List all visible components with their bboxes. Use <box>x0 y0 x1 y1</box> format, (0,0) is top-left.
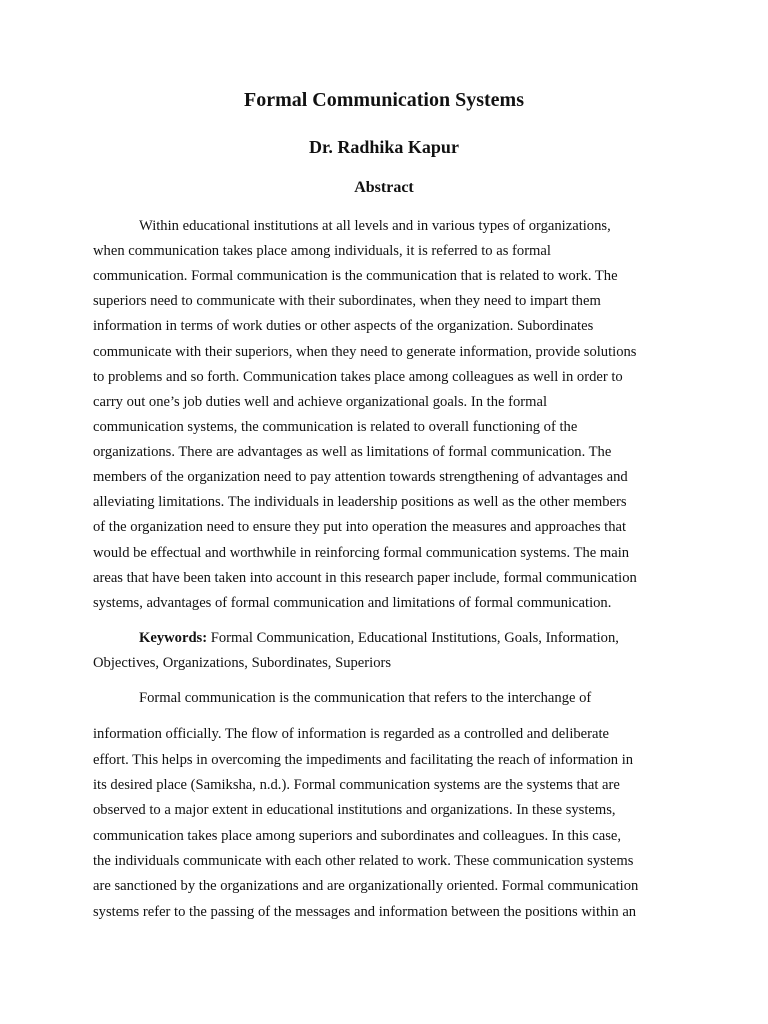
body-line: are sanctioned by the organizations and are organizationally oriented. Formal communication <box>93 878 639 894</box>
keywords-label: Keywords: <box>139 630 208 646</box>
abstract-line: alleviating limitations. The individuals in leadership positions as well as the other members <box>93 494 627 510</box>
paper-title: Formal Communication Systems <box>244 89 524 111</box>
body-line: communication takes place among superiors and subordinates and colleagues. In this case, <box>93 828 622 844</box>
abstract-line: communication. Formal communication is the communication that is related to work. The <box>93 268 618 284</box>
body-line: effort. This helps in overcoming the impediments and facilitating the reach of information in <box>93 752 634 768</box>
abstract-line: Within educational institutions at all levels and in various types of organizations, <box>139 218 611 234</box>
author-name: Dr. Radhika Kapur <box>309 137 459 157</box>
abstract-line: areas that have been taken into account in this research paper include, formal communication <box>93 570 637 586</box>
abstract-line: members of the organization need to pay attention towards strengthening of advantages and <box>93 469 628 485</box>
body-line: Formal communication is the communication that refers to the interchange of <box>139 690 592 706</box>
abstract-line: superiors need to communicate with their subordinates, when they need to impart them <box>93 293 601 309</box>
keywords-line <box>139 628 619 648</box>
abstract-line: when communication takes place among individuals, it is referred to as formal <box>93 243 551 259</box>
abstract-line: carry out one’s job duties well and achieve organizational goals. In the formal <box>93 394 548 410</box>
keywords-text: Formal Communication, Educational Institutions, Goals, Information, <box>207 630 619 646</box>
abstract-line: to problems and so forth. Communication takes place among colleagues as well in order to <box>93 369 623 385</box>
body-line: systems refer to the passing of the messages and information between the positions within an <box>93 904 637 920</box>
abstract-line: would be effectual and worthwhile in reinforcing formal communication systems. The main <box>93 545 630 561</box>
body-line: observed to a major extent in educational institutions and organizations. In these systems, <box>93 802 616 818</box>
body-line: its desired place (Samiksha, n.d.). Formal communication systems are the systems that are <box>93 777 620 793</box>
abstract-line: communicate with their superiors, when they need to generate information, provide solutions <box>93 344 637 360</box>
abstract-line: of the organization need to ensure they put into operation the measures and approaches that <box>93 519 627 535</box>
body-line: information officially. The flow of information is regarded as a controlled and deliberate <box>93 726 610 742</box>
keywords-line: Objectives, Organizations, Subordinates, Superiors <box>93 655 392 671</box>
abstract-line: information in terms of work duties or other aspects of the organization. Subordinates <box>93 318 594 334</box>
abstract-line: systems, advantages of formal communication and limitations of formal communication. <box>93 595 612 611</box>
body-line: the individuals communicate with each other related to work. These communication systems <box>93 853 634 869</box>
abstract-line: organizations. There are advantages as well as limitations of formal communication. The <box>93 444 612 460</box>
abstract-line: communication systems, the communication is related to overall functioning of the <box>93 419 578 435</box>
abstract-heading: Abstract <box>354 179 414 196</box>
